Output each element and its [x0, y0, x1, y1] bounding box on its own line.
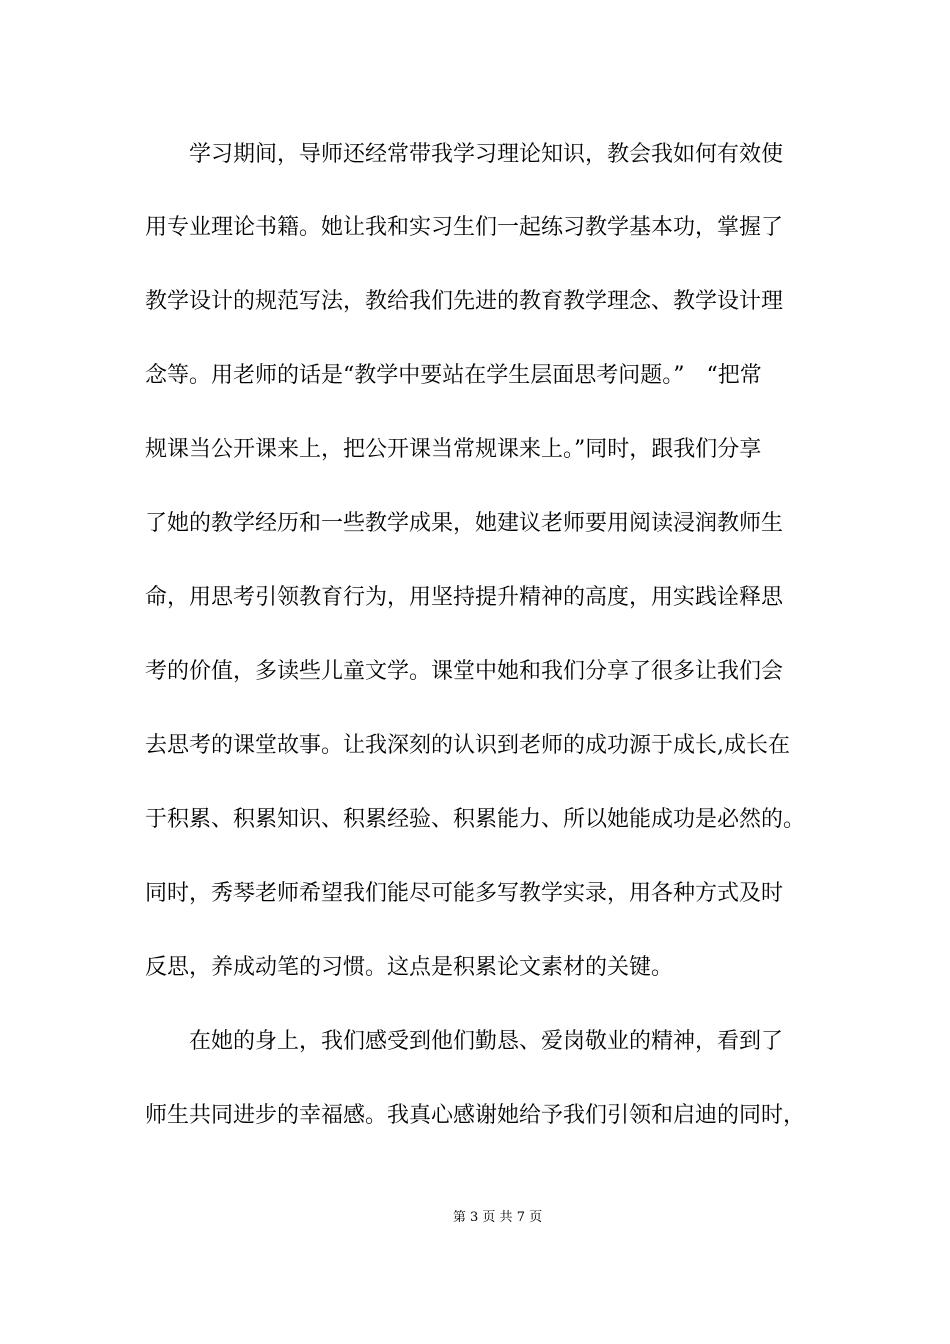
paragraph-1-line-8: 考的价值，多读些儿童文学。课堂中她和我们分享了很多让我们会	[145, 659, 784, 684]
paragraph-1-line-4: 念等。用老师的话是“教学中要站在学生层面思考问题。” “把常	[145, 363, 762, 388]
paragraph-1-line-2: 用专业理论书籍。她让我和实习生们一起练习教学基本功，掌握了	[145, 215, 784, 240]
paragraph-1-line-9: 去思考的课堂故事。让我深刻的认识到老师的成功源于成长,成长在	[145, 733, 790, 758]
paragraph-1-line-7: 命，用思考引领教育行为，用坚持提升精神的高度，用实践诠释思	[145, 585, 784, 610]
paragraph-1-line-11: 同时，秀琴老师希望我们能尽可能多写教学实录，用各种方式及时	[145, 881, 784, 906]
paragraph-1-line-12: 反思，养成动笔的习惯。这点是积累论文素材的关键。	[145, 955, 674, 980]
paragraph-2-line-1: 在她的身上，我们感受到他们勤恳、爱岗敬业的精神，看到了	[189, 1029, 784, 1054]
paragraph-1-line-1: 学习期间，导师还经常带我学习理论知识，教会我如何有效使	[189, 142, 784, 167]
paragraph-1-line-5: 规课当公开课来上，把公开课当常规课来上。”同时，跟我们分享	[145, 437, 762, 462]
page-footer: 第 3 页 共 7 页	[452, 1210, 543, 1225]
paragraph-1-line-10: 于积累、积累知识、积累经验、积累能力、所以她能成功是必然的。	[145, 807, 806, 832]
paragraph-1-line-6: 了她的教学经历和一些教学成果，她建议老师要用阅读浸润教师生	[145, 511, 784, 536]
paragraph-1-line-3: 教学设计的规范写法，教给我们先进的教育教学理念、教学设计理	[145, 289, 784, 314]
paragraph-2-line-2: 师生共同进步的幸福感。我真心感谢她给予我们引领和启迪的同时，	[145, 1103, 806, 1128]
